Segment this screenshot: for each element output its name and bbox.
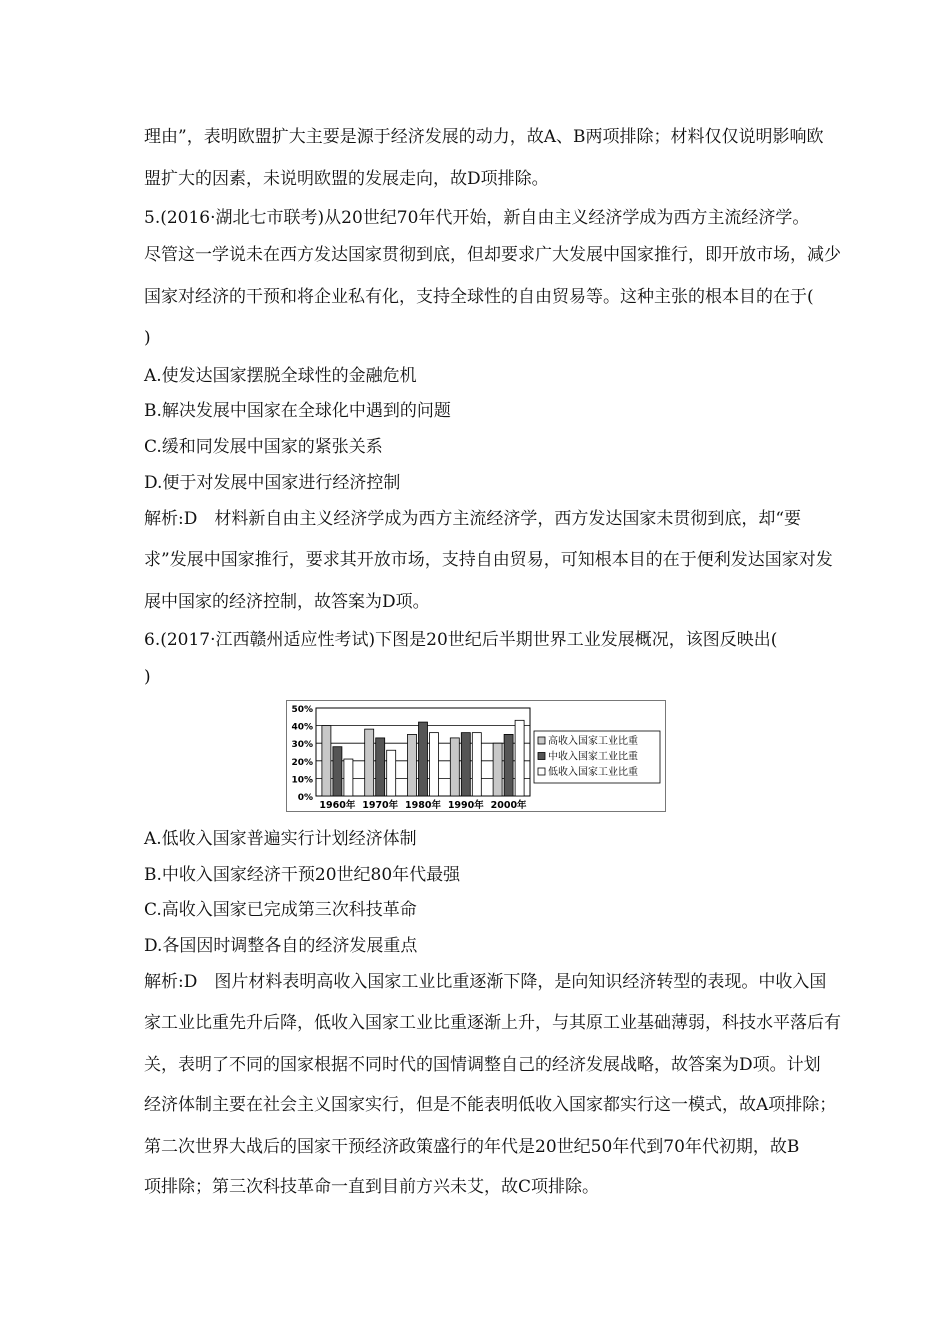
- text-line: 理由”，表明欧盟扩大主要是源于经济发展的动力，故A、B两项排除；材料仅仅说明影响欧: [144, 127, 824, 147]
- legend-label: 中收入国家工业比重: [548, 751, 638, 763]
- bar-high-income: [450, 738, 459, 796]
- analysis-5: 解析:D 材料新自由主义经济学成为西方主流经济学，西方发达国家未贯彻到底，却“要: [144, 509, 802, 529]
- bar-low-income: [344, 759, 353, 796]
- text-line: 展中国家的经济控制，故答案为D项。: [144, 592, 430, 612]
- option-a: A.使发达国家摆脱全球性的金融危机: [144, 366, 417, 386]
- legend-swatch: [538, 768, 545, 775]
- y-tick-label: 40%: [291, 722, 313, 733]
- option-b: B.解决发展中国家在全球化中遇到的问题: [144, 401, 451, 421]
- answer-paren: ): [144, 328, 151, 348]
- bar-middle-income: [419, 722, 428, 796]
- text-line: 关，表明了不同的国家根据不同时代的国情调整自己的经济发展战略，故答案为D项。计划: [144, 1055, 821, 1075]
- text-line: 经济体制主要在社会主义国家实行，但是不能表明低收入国家都实行这一模式，故A项排除；: [144, 1095, 837, 1115]
- option-a: A.低收入国家普遍实行计划经济体制: [144, 829, 417, 849]
- x-tick-label: 1980年: [405, 800, 441, 811]
- x-tick-label: 1970年: [362, 800, 399, 811]
- y-tick-label: 50%: [291, 705, 313, 715]
- text-line: 家工业比重先升后降，低收入国家工业比重逐渐上升，与其原工业基础薄弱，科技水平落后有: [144, 1013, 841, 1033]
- question-6-stem: 6.(2017·江西赣州适应性考试)下图是20世纪后半期世界工业发展概况，该图反映出(: [144, 630, 778, 650]
- y-tick-label: 0%: [297, 793, 313, 803]
- text-line: 项排除；第三次科技革命一直到目前方兴未艾，故C项排除。: [144, 1177, 600, 1197]
- option-d: D.各国因时调整各自的经济发展重点: [144, 936, 418, 956]
- bar-high-income: [408, 734, 417, 796]
- option-c: C.高收入国家已完成第三次科技革命: [144, 900, 417, 920]
- text-line: 求”发展中国家推行，要求其开放市场，支持自由贸易，可知根本目的在于便利发达国家对发: [144, 550, 833, 570]
- legend-swatch: [538, 753, 545, 760]
- bar-high-income: [322, 726, 331, 796]
- option-d: D.便于对发展中国家进行经济控制: [144, 473, 401, 493]
- bar-low-income: [430, 733, 439, 796]
- text-line: 第二次世界大战后的国家干预经济政策盛行的年代是20世纪50年代到70年代初期，故B: [144, 1137, 800, 1157]
- bar-low-income: [387, 750, 396, 796]
- text-line: 国家对经济的干预和将企业私有化，支持全球性的自由贸易等。这种主张的根本目的在于(: [144, 287, 814, 307]
- industry-share-chart: [286, 700, 666, 812]
- question-5-stem: 5.(2016·湖北七市联考)从20世纪70年代开始，新自由主义经济学成为西方主流经济学。: [144, 208, 810, 228]
- y-tick-label: 20%: [291, 757, 313, 768]
- bar-high-income: [493, 743, 502, 796]
- analysis-6: 解析:D 图片材料表明高收入国家工业比重逐渐下降，是向知识经济转型的表现。中收入国: [144, 972, 827, 992]
- bar-low-income: [515, 720, 524, 796]
- answer-paren: ): [144, 667, 151, 687]
- bar-low-income: [472, 733, 481, 796]
- y-tick-label: 30%: [291, 740, 313, 751]
- legend-swatch: [538, 737, 545, 744]
- text-line: 盟扩大的因素，未说明欧盟的发展走向，故D项排除。: [144, 169, 549, 189]
- bar-middle-income: [461, 733, 470, 796]
- y-tick-label: 10%: [291, 775, 313, 786]
- x-tick-label: 1960年: [319, 800, 356, 811]
- bar-high-income: [365, 729, 374, 796]
- x-tick-label: 2000年: [490, 800, 527, 811]
- x-tick-label: 1990年: [447, 800, 484, 811]
- text-line: 尽管这一学说未在西方发达国家贯彻到底，但却要求广大发展中国家推行，即开放市场，减少: [144, 245, 841, 265]
- bar-middle-income: [376, 738, 385, 796]
- option-c: C.缓和同发展中国家的紧张关系: [144, 437, 383, 457]
- bar-middle-income: [504, 734, 513, 796]
- bar-middle-income: [333, 747, 342, 796]
- legend-label: 低收入国家工业比重: [548, 767, 638, 778]
- legend-label: 高收入国家工业比重: [548, 736, 638, 747]
- option-b: B.中收入国家经济干预20世纪80年代最强: [144, 865, 461, 885]
